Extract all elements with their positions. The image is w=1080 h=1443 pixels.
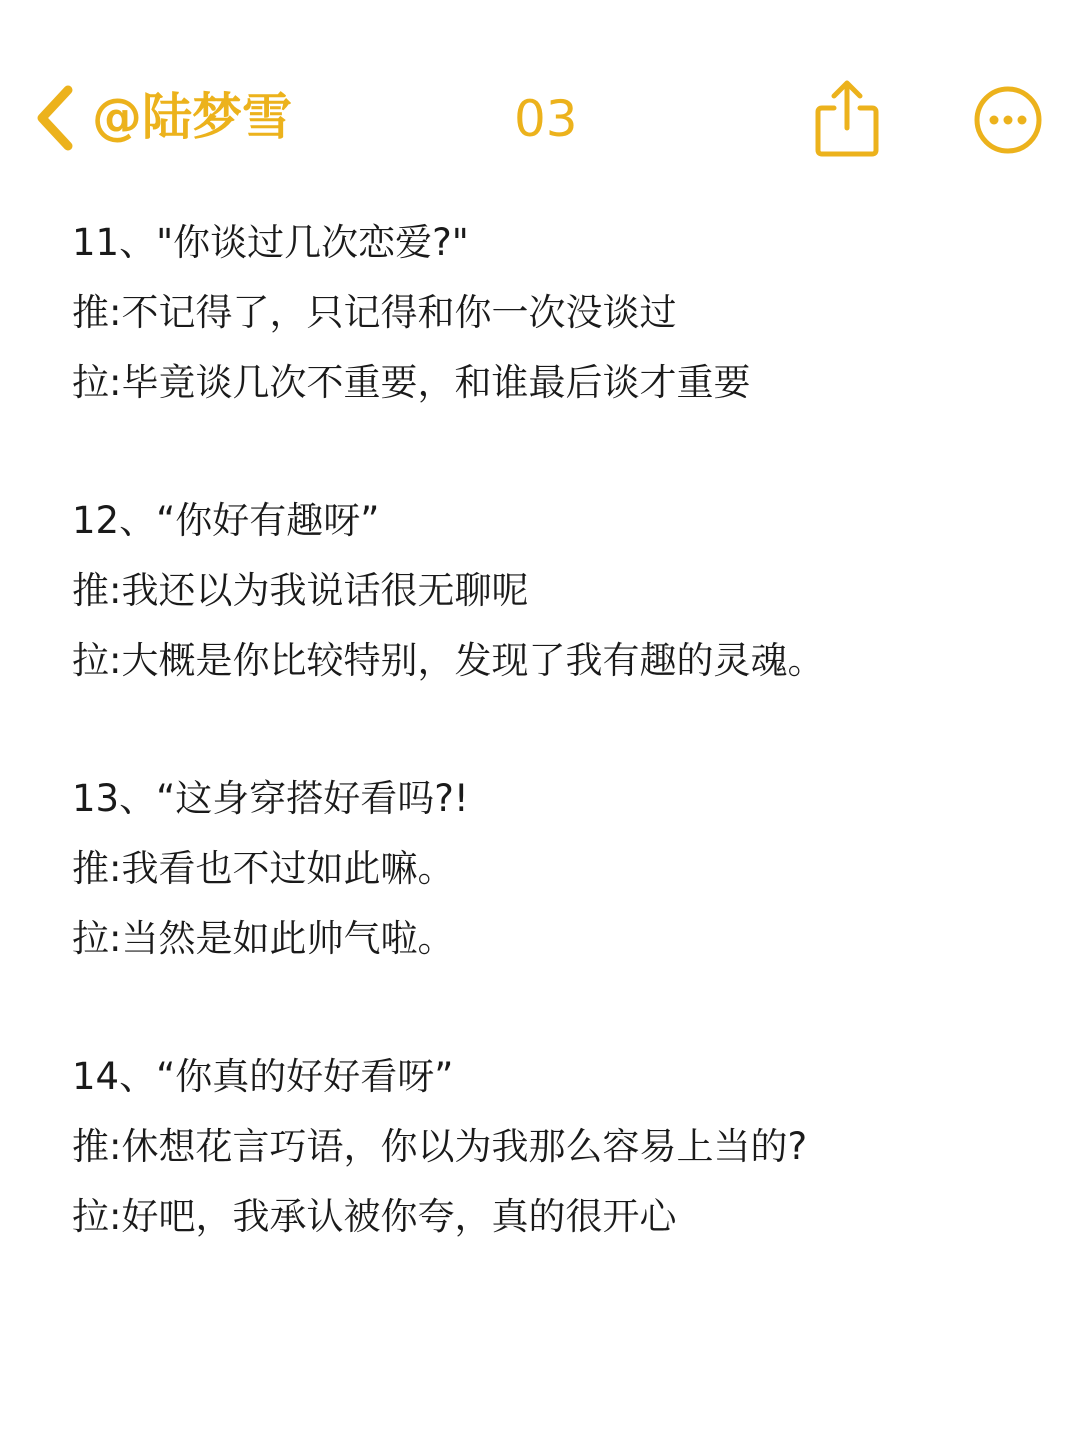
- question-text: 11、"你谈过几次恋爱?": [72, 221, 469, 264]
- more-icon: [972, 84, 1044, 156]
- qa-item: [72, 486, 1052, 696]
- qa-item: [72, 1042, 1052, 1252]
- chevron-left-icon: [30, 82, 78, 154]
- question-text: 14、“你真的好好看呀”: [72, 1055, 454, 1098]
- back-button[interactable]: [30, 82, 78, 154]
- share-icon: [812, 78, 882, 160]
- question-text: 13、“这身穿搭好看吗?!: [72, 777, 469, 820]
- page-number: 03: [514, 90, 578, 148]
- qa-item: [72, 764, 1052, 974]
- pull-reply-text: 拉:好吧，我承认被你夸，真的很开心: [72, 1195, 677, 1238]
- notes-header: [0, 0, 1080, 200]
- note-body: [72, 208, 1052, 1320]
- push-reply-text: 推:不记得了，只记得和你一次没谈过: [72, 291, 677, 334]
- push-reply-text: 推:我还以为我说话很无聊呢: [72, 569, 529, 612]
- question-text: 12、“你好有趣呀”: [72, 499, 380, 542]
- pull-reply-text: 拉:当然是如此帅气啦。: [72, 917, 455, 960]
- more-button[interactable]: [972, 84, 1044, 156]
- push-reply-text: 推:休想花言巧语，你以为我那么容易上当的?: [72, 1125, 808, 1168]
- qa-item: [72, 208, 1052, 418]
- share-button[interactable]: [812, 78, 882, 160]
- pull-reply-text: 拉:毕竟谈几次不重要，和谁最后谈才重要: [72, 361, 751, 404]
- note-title: @陆梦雪: [92, 88, 292, 146]
- pull-reply-text: 拉:大概是你比较特别，发现了我有趣的灵魂。: [72, 639, 825, 682]
- push-reply-text: 推:我看也不过如此嘛。: [72, 847, 455, 890]
